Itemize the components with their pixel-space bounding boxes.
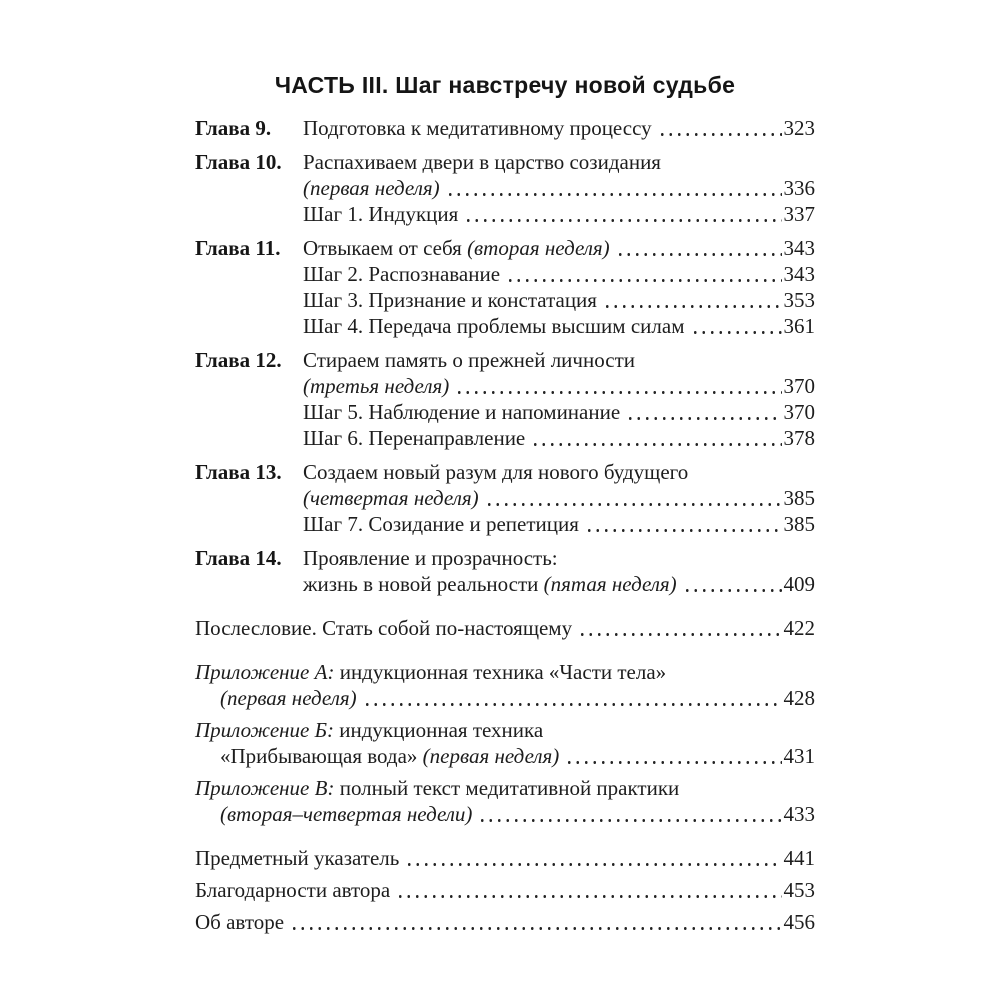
toc-row	[195, 545, 815, 571]
label-spacer	[195, 287, 303, 313]
entry-text	[195, 717, 543, 743]
toc-row	[195, 571, 815, 597]
entry-text	[195, 659, 666, 685]
entry-text	[195, 775, 679, 801]
label-spacer	[195, 399, 303, 425]
dot-leader	[396, 895, 781, 898]
dot-leader	[565, 761, 781, 764]
dot-leader	[531, 443, 781, 446]
entry-text-part: Послесловие. Стать собой по-настоящему	[195, 616, 573, 640]
entry-text-part: Отвыкаем от себя	[303, 236, 468, 260]
page-number: 370	[783, 400, 815, 424]
entry-text	[303, 373, 449, 399]
page-number: 353	[783, 288, 815, 312]
toc-row	[195, 459, 815, 485]
dot-leader	[290, 927, 781, 930]
dot-leader	[506, 279, 781, 282]
entry-text-part: Шаг 1. Индукция	[303, 202, 459, 226]
toc-row	[195, 485, 815, 511]
toc-page	[195, 0, 815, 935]
dot-leader	[405, 863, 781, 866]
toc-row	[195, 717, 815, 743]
chapter-label: Глава 13.	[195, 460, 282, 484]
label-spacer	[195, 175, 303, 201]
label-spacer	[195, 485, 303, 511]
hang-indent	[195, 801, 220, 827]
page-number: 361	[783, 314, 815, 338]
entry-text	[303, 347, 635, 373]
entry-text-part: Стираем память о прежней личности	[303, 348, 635, 372]
entry-text-part: Приложение В:	[195, 776, 335, 800]
entry-text-part: Шаг 4. Передача проблемы высшим силам	[303, 314, 685, 338]
entry-text-part: Шаг 5. Наблюдение и напоминание	[303, 400, 621, 424]
entry-text-part: (вторая неделя)	[467, 236, 610, 260]
entry-text	[303, 511, 579, 537]
toc-row	[195, 801, 815, 827]
toc-row	[195, 877, 815, 903]
entry-text-part: полный текст медитативной практики	[334, 776, 680, 800]
entry-text-part: (первая неделя)	[220, 686, 357, 710]
entry-text-part: «Прибывающая вода»	[220, 744, 423, 768]
dot-leader	[603, 305, 782, 308]
toc-row	[195, 261, 815, 287]
entry-text-part: Шаг 6. Перенаправление	[303, 426, 526, 450]
toc-row	[195, 347, 815, 373]
page-number: 337	[783, 202, 815, 226]
entry-text	[303, 425, 525, 451]
entry-text-part: (четвертая неделя)	[303, 486, 479, 510]
entry-text-part: Распахиваем двери в царство созидания	[303, 150, 661, 174]
entry-text-part: Шаг 3. Признание и констатация	[303, 288, 597, 312]
entry-text	[303, 235, 610, 261]
entry-text	[303, 261, 500, 287]
entry-text	[220, 801, 472, 827]
chapter-label: Глава 12.	[195, 348, 282, 372]
toc-row	[195, 511, 815, 537]
entry-text-part: Создаем новый разум для нового будущего	[303, 460, 689, 484]
entry-text	[303, 201, 458, 227]
dot-leader	[616, 253, 782, 256]
toc-row	[195, 373, 815, 399]
page-number: 433	[783, 802, 815, 826]
dot-leader	[455, 391, 781, 394]
toc-row	[195, 775, 815, 801]
entry-text	[195, 615, 572, 641]
toc-row	[195, 287, 815, 313]
entry-text	[220, 685, 357, 711]
toc-row	[195, 845, 815, 871]
page-number: 409	[783, 572, 815, 596]
entry-text	[303, 485, 479, 511]
entry-text-part: жизнь в новой реальности	[303, 572, 544, 596]
entry-text	[303, 287, 597, 313]
entry-text	[303, 459, 688, 485]
toc-rows	[195, 115, 815, 935]
entry-text	[303, 149, 661, 175]
toc-row	[195, 235, 815, 261]
label-spacer	[195, 571, 303, 597]
hang-indent	[195, 743, 220, 769]
entry-text-part: Шаг 2. Распознавание	[303, 262, 501, 286]
toc-row	[195, 909, 815, 935]
label-spacer	[195, 261, 303, 287]
toc-row	[195, 685, 815, 711]
dot-leader	[626, 417, 781, 420]
dot-leader	[478, 819, 781, 822]
entry-text	[303, 399, 620, 425]
entry-text	[303, 115, 652, 141]
page-number: 422	[783, 616, 815, 640]
page-number: 370	[783, 374, 815, 398]
page-number: 428	[783, 686, 815, 710]
page-number: 378	[783, 426, 815, 450]
toc-row	[195, 743, 815, 769]
entry-text-part: Приложение Б:	[195, 718, 335, 742]
entry-text-part: Об авторе	[195, 910, 285, 934]
chapter-label: Глава 9.	[195, 116, 272, 140]
entry-text-part: Благодарности автора	[195, 878, 391, 902]
toc-row	[195, 115, 815, 141]
entry-text	[195, 909, 284, 935]
entry-text	[303, 571, 677, 597]
label-spacer	[195, 313, 303, 339]
toc-row	[195, 615, 815, 641]
entry-text-part: (первая неделя)	[303, 176, 440, 200]
toc-row	[195, 399, 815, 425]
dot-leader	[691, 331, 782, 334]
label-spacer	[195, 373, 303, 399]
entry-text	[303, 313, 685, 339]
entry-text-part: Проявление и прозрачность:	[303, 546, 558, 570]
entry-text-part: Приложение А:	[195, 660, 335, 684]
dot-leader	[683, 589, 782, 592]
entry-text-part: индукционная техника	[334, 718, 544, 742]
dot-leader	[585, 529, 782, 532]
page-number: 453	[783, 878, 815, 902]
dot-leader	[658, 133, 782, 136]
toc-row	[195, 201, 815, 227]
label-spacer	[195, 425, 303, 451]
page-number: 456	[783, 910, 815, 934]
dot-leader	[485, 503, 782, 506]
chapter-label: Глава 10.	[195, 150, 282, 174]
page-number: 431	[783, 744, 815, 768]
dot-leader	[363, 703, 782, 706]
page-number: 441	[783, 846, 815, 870]
label-spacer	[195, 201, 303, 227]
entry-text	[220, 743, 559, 769]
entry-text-part: (третья неделя)	[303, 374, 450, 398]
page-number: 343	[783, 262, 815, 286]
entry-text-part: Шаг 7. Созидание и репетиция	[303, 512, 579, 536]
page-number: 336	[783, 176, 815, 200]
page-number: 343	[783, 236, 815, 260]
toc-row	[195, 175, 815, 201]
page-number: 323	[783, 116, 815, 140]
entry-text	[303, 175, 440, 201]
toc-row	[195, 313, 815, 339]
toc-row	[195, 659, 815, 685]
dot-leader	[446, 193, 782, 196]
chapter-label: Глава 14.	[195, 546, 282, 570]
entry-text-part: Предметный указатель	[195, 846, 400, 870]
part-title: ЧАСТЬ III. Шаг навстречу новой судьбе	[274, 72, 736, 98]
entry-text-part: (пятая неделя)	[543, 572, 677, 596]
entry-text-part: (первая неделя)	[422, 744, 560, 768]
page-number: 385	[783, 512, 815, 536]
entry-text	[303, 545, 558, 571]
toc-row	[195, 425, 815, 451]
dot-leader	[464, 219, 781, 222]
entry-text	[195, 877, 390, 903]
toc-row	[195, 149, 815, 175]
hang-indent	[195, 685, 220, 711]
entry-text-part: (вторая–четвертая недели)	[220, 802, 473, 826]
entry-text-part: Подготовка к медитативному процессу	[303, 116, 652, 140]
label-spacer	[195, 511, 303, 537]
chapter-label: Глава 11.	[195, 236, 281, 260]
dot-leader	[578, 633, 781, 636]
entry-text	[195, 845, 399, 871]
entry-text-part: индукционная техника «Части тела»	[334, 660, 667, 684]
page-number: 385	[783, 486, 815, 510]
